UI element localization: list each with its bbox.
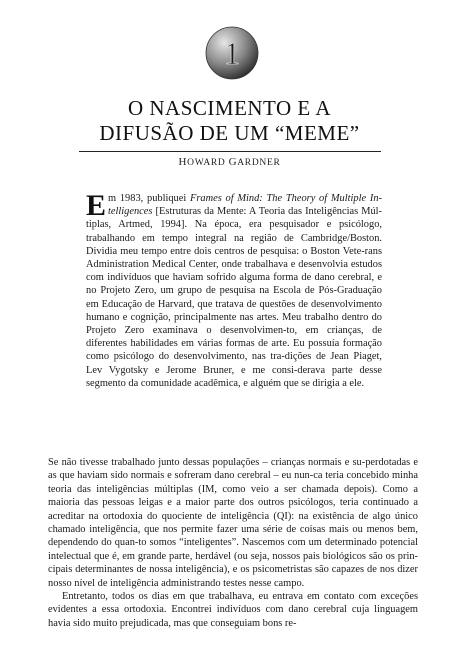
chapter-number-emblem [205, 26, 259, 80]
intro-text: [Estruturas da Mente: A Teoria das Inteligências Múl-tiplas, Artmed, 1994]. Na época, era pesquisador e psicólogo, trabalhando em tempo integral na região de Cambridge/Boston. Dividia meu tempo entre dois centros de pesquisa: o Boston Vete-rans Administration Medical Center, onde trabalhava e desenvolvia estudos com indivíduos que haviam sofrido alguma forma de dano cerebral, e no Projeto Zero, um grupo de pesquisa na Escola de Pós-Graduação em Educação de Harvard, que tratava de questões de desenvolvimento humano e cognição, principalmente nas artes. Meu trabalho dentro do Projeto Zero examinava o desenvolvimen-to, em crianças, de diferentes habilidades em várias formas de arte. Eu possuía formação como psicólogo do desenvolvimento, nas tra-dições de Jean Piaget, Lev Vygotsky e Jerome Bruner, e me consi-derava parte desse segmento da comunidade acadêmica, e alguém que se dirigia a ele. [86, 206, 382, 389]
book-title: Frames of Mind: The Theory of Multiple In-telligences [108, 193, 382, 218]
author-name-part: OWARD [187, 158, 229, 168]
intro-paragraph [86, 189, 382, 390]
chapter-title-line-1: O NASCIMENTO E A [127, 96, 332, 120]
author-initial: G [228, 156, 238, 168]
author-name [0, 156, 459, 168]
chapter-number: 1 [224, 35, 240, 71]
author-initial: H [178, 156, 188, 168]
body-paragraph: Se não tivesse trabalhado junto dessas populações – crianças normais e su-perdotadas e as que haviam sido normais e sofreram dano cerebral – eu nun-ca teria concebido minha teoria das inteligências múltiplas (IM, como veio a ser chamada depois). Como a maioria das pessoas leigas e a maior parte dos outros psicólogos, teria continuado a acreditar na ortodoxia do quociente de inteligência (QI): na existência de algo único chamado inteligência, que nos permite fazer uma série de coisas mais ou menos bem, dependendo do quan-to somos “inteligentes”. Nascemos com um determinado potencial intelectual que é, em grande parte, herdável (ou seja, nossos pais biológicos são os prin-cipais determinantes de nossa inteligência), e os psicometristas são capazes de nos dizer nosso nível de inteligência administrando testes nesse campo. [48, 457, 418, 589]
author-name-part: ARDNER [237, 158, 281, 168]
body-text [48, 456, 418, 630]
body-paragraph: Entretanto, todos os dias em que trabalhava, eu entrava em contato com exceções evidentes a essa ortodoxia. Encontrei indivíduos com dano cerebral cuja linguagem havia sido muito prejudicada, mas que conseguiam bons re- [48, 591, 418, 629]
intro-text: m 1983, publiquei [108, 193, 191, 204]
chapter-title-line-2: DIFUSÃO DE UM “MEME” [99, 121, 360, 145]
title-rule [79, 151, 381, 152]
drop-cap: E [86, 189, 107, 222]
